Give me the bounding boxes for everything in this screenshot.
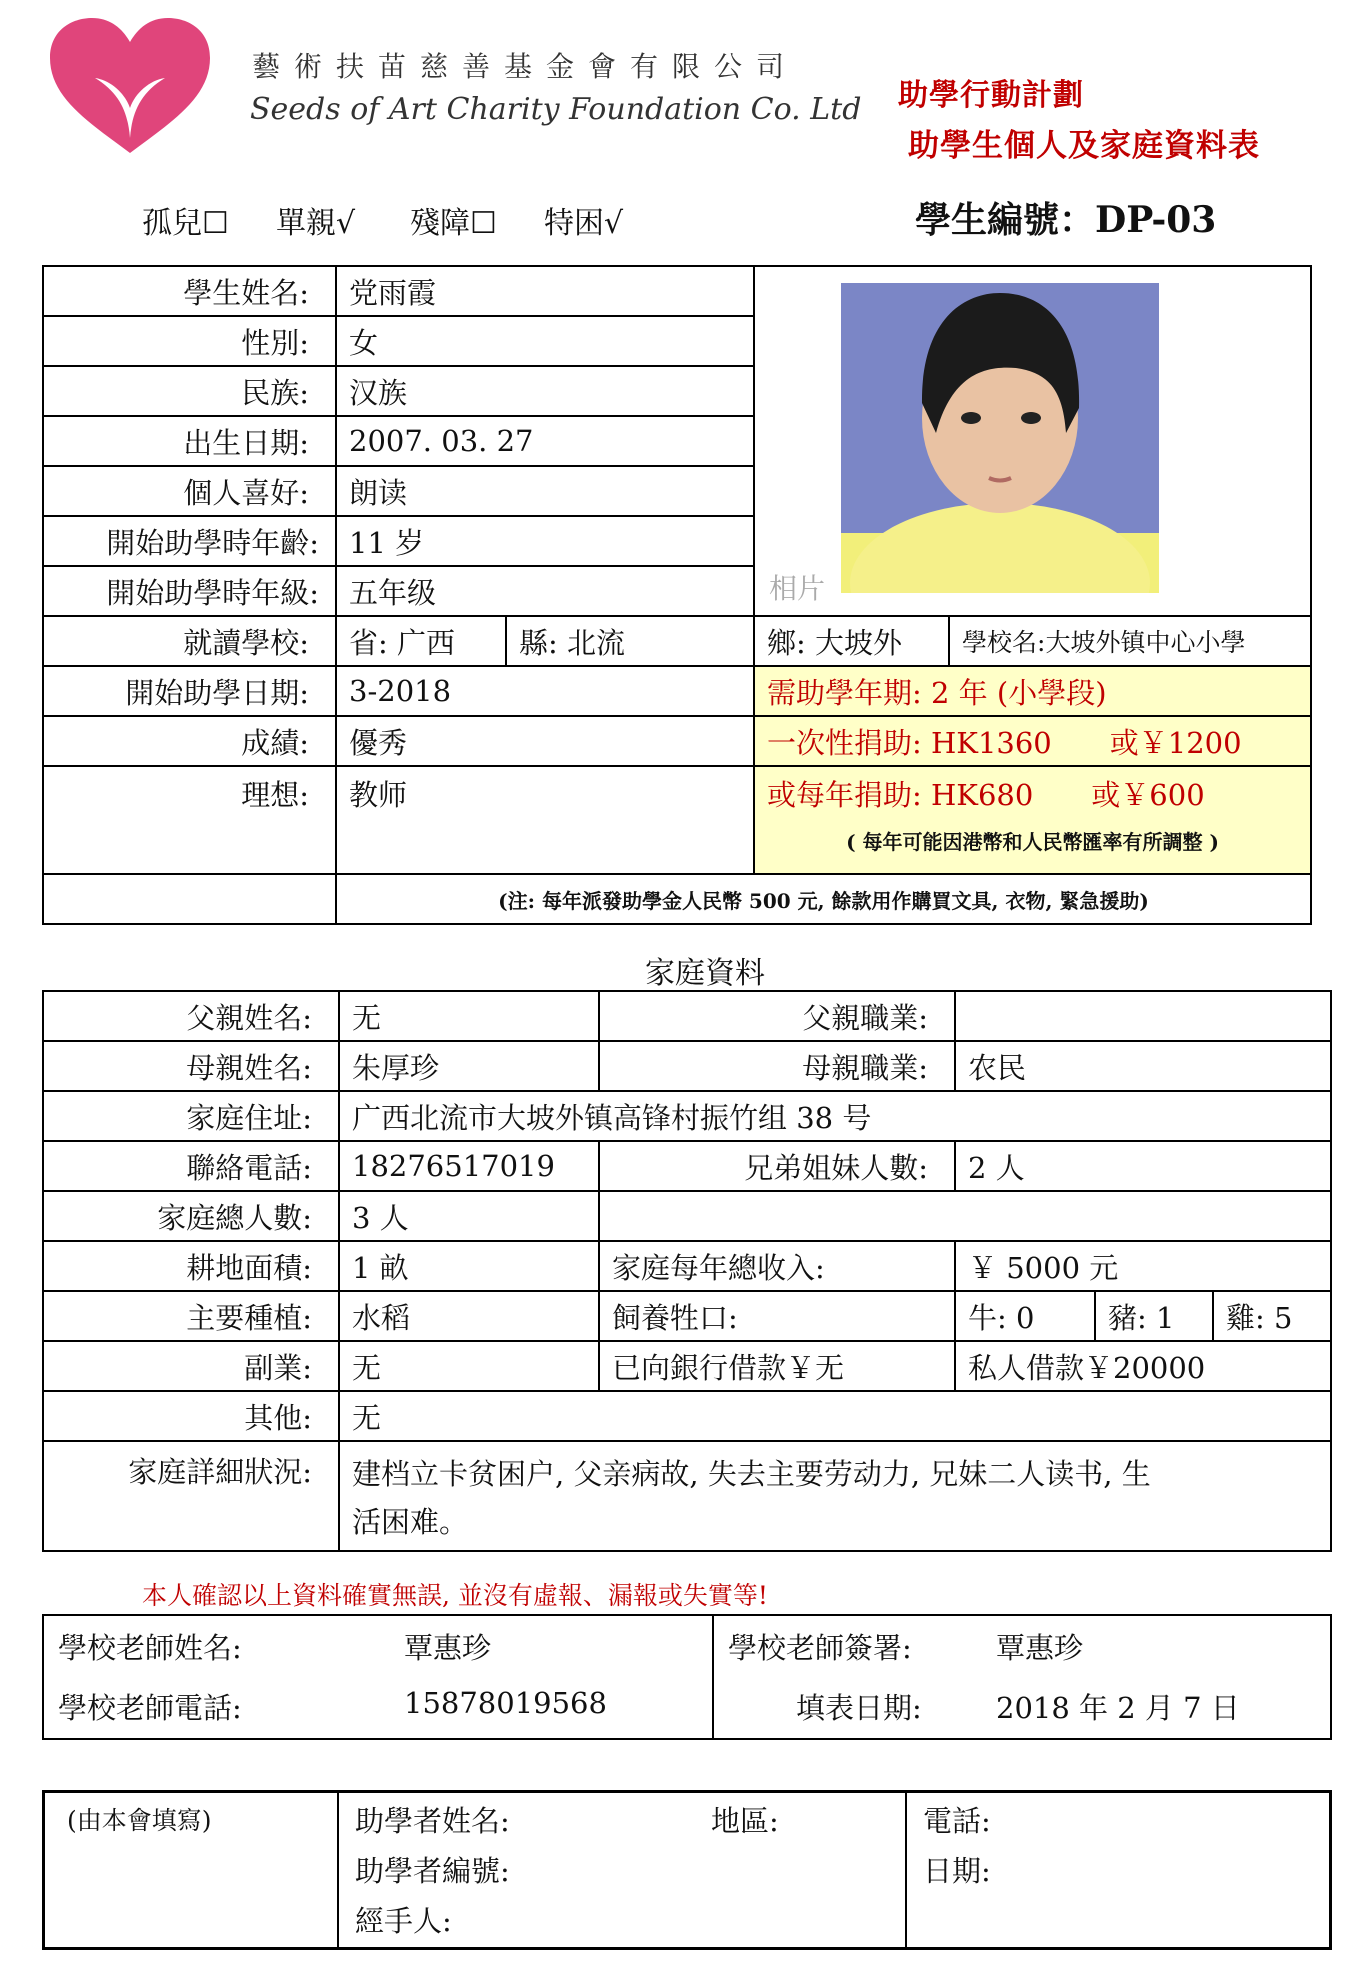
teacher-sign-label: 學校老師簽署: [728, 1631, 912, 1665]
mother-name-value: 朱厚珍 [339, 1041, 599, 1091]
cattle-value: 牛: 0 [955, 1291, 1095, 1341]
school-label: 就讀學校: [43, 616, 336, 666]
office-note: (由本會填寫) [67, 1806, 212, 1835]
address-value: 广西北流市大坡外镇高锋村振竹组 38 号 [339, 1091, 1331, 1141]
school-name-value: 學校名:大坡外镇中心小學 [949, 616, 1311, 666]
detail-line-2: 活困难。 [352, 1505, 469, 1539]
teacher-name-value: 覃惠珍 [404, 1631, 492, 1665]
status-disabled: 殘障☐ [410, 206, 497, 241]
student-number: 學生編號：DP-03 [915, 199, 1217, 241]
office-divider-1 [337, 1793, 339, 1947]
gender-value: 女 [336, 316, 754, 366]
confirm-statement: 本人確認以上資料確實無誤, 並沒有虛報、漏報或失實等! [142, 1581, 768, 1610]
private-loan: 私人借款￥20000 [955, 1341, 1331, 1391]
members-empty [599, 1191, 1331, 1241]
office-phone-label: 電話: [923, 1804, 991, 1838]
members-value: 3 人 [339, 1191, 599, 1241]
student-photo [841, 283, 1159, 593]
father-job-value [955, 991, 1331, 1041]
bank-loan: 已向銀行借款￥无 [599, 1341, 955, 1391]
gender-label: 性別: [43, 316, 336, 366]
county-value: 縣: 北流 [506, 616, 754, 666]
sponsor-name-label: 助學者姓名: [355, 1804, 510, 1838]
pig-value: 豬: 1 [1095, 1291, 1213, 1341]
grade-label: 開始助學時年級: [43, 566, 336, 616]
org-name-cn: 藝術扶苗慈善基金會有限公司 [252, 50, 799, 83]
province-value: 省: 广西 [336, 616, 506, 666]
mother-name-label: 母親姓名: [43, 1041, 339, 1091]
family-section-title: 家庭資料 [645, 956, 765, 991]
teacher-box [42, 1614, 1332, 1740]
status-single: 單親√ [276, 206, 356, 241]
members-label: 家庭總人數: [43, 1191, 339, 1241]
detail-label: 家庭詳細狀況: [43, 1441, 339, 1551]
siblings-value: 2 人 [955, 1141, 1331, 1191]
dob-value: 2007. 03. 27 [336, 416, 754, 466]
photo-cell [754, 266, 1311, 616]
crop-label: 主要種植: [43, 1291, 339, 1341]
income-label: 家庭每年總收入: [599, 1241, 955, 1291]
detail-line-1: 建档立卡贫困户, 父亲病故, 失去主要劳动力, 兄妹二人读书, 生 [352, 1457, 1151, 1491]
heart-logo-icon [50, 18, 210, 158]
org-name-en: Seeds of Art Charity Foundation Co. Ltd [250, 92, 862, 127]
fill-date-label: 填表日期: [796, 1691, 922, 1725]
status-orphan: 孤兒☐ [142, 206, 229, 241]
teacher-divider [712, 1616, 714, 1738]
teacher-name-label: 學校老師姓名: [58, 1631, 242, 1665]
fill-date-value: 2018 年 2 月 7 日 [996, 1691, 1240, 1725]
income-value: ￥ 5000 元 [955, 1241, 1331, 1291]
office-box [42, 1790, 1332, 1950]
start-value: 3-2018 [336, 666, 754, 716]
ideal-value: 教师 [336, 766, 754, 874]
land-value: 1 畝 [339, 1241, 599, 1291]
score-value: 優秀 [336, 716, 754, 766]
land-label: 耕地面積: [43, 1241, 339, 1291]
name-label: 學生姓名: [43, 266, 336, 316]
student-info-table [42, 265, 1312, 925]
father-name-value: 无 [339, 991, 599, 1041]
other-value: 无 [339, 1391, 1331, 1441]
other-label: 其他: [43, 1391, 339, 1441]
side-job-value: 无 [339, 1341, 599, 1391]
plan-title: 助學行動計劃 [898, 78, 1084, 113]
detail-cell [339, 1441, 1331, 1551]
phone-label: 聯絡電話: [43, 1141, 339, 1191]
grade-value: 五年级 [336, 566, 754, 616]
need-years: 需助學年期: 2 年 (小學段) [754, 666, 1311, 716]
yearly-donation-cell [754, 766, 1311, 874]
father-job-label: 父親職業: [599, 991, 955, 1041]
teacher-phone-value: 15878019568 [404, 1686, 607, 1720]
score-label: 成績: [43, 716, 336, 766]
one-time-donation: 一次性捐助: HK1360 或￥1200 [754, 716, 1311, 766]
mother-job-value: 农民 [955, 1041, 1331, 1091]
allowance-note: (注: 每年派發助學金人民幣 500 元, 餘款用作購買文具, 衣物, 緊急援助) [336, 874, 1311, 924]
hobby-value: 朗读 [336, 466, 754, 516]
teacher-sign-value: 覃惠珍 [996, 1631, 1084, 1665]
family-info-table [42, 990, 1332, 1552]
teacher-phone-label: 學校老師電話: [58, 1691, 242, 1725]
office-divider-2 [905, 1793, 907, 1947]
address-label: 家庭住址: [43, 1091, 339, 1141]
livestock-label: 飼養牲口: [599, 1291, 955, 1341]
siblings-label: 兄弟姐妹人數: [599, 1141, 955, 1191]
photo-label: 相片 [769, 572, 826, 605]
start-label: 開始助學日期: [43, 666, 336, 716]
hobby-label: 個人喜好: [43, 466, 336, 516]
dob-label: 出生日期: [43, 416, 336, 466]
form-title: 助學生個人及家庭資料表 [908, 128, 1260, 164]
ethnic-value: 汉族 [336, 366, 754, 416]
yearly-donation: 或每年捐助: HK680 或￥600 [767, 778, 1205, 812]
ethnic-label: 民族: [43, 366, 336, 416]
age-label: 開始助學時年齡: [43, 516, 336, 566]
ideal-label: 理想: [43, 766, 336, 874]
office-date-label: 日期: [923, 1854, 991, 1888]
mother-job-label: 母親職業: [599, 1041, 955, 1091]
note-empty-cell [43, 874, 336, 924]
sponsor-no-label: 助學者編號: [355, 1854, 510, 1888]
chicken-value: 雞: 5 [1213, 1291, 1331, 1341]
handler-label: 經手人: [355, 1904, 452, 1938]
rate-note: ( 每年可能因港幣和人民幣匯率有所調整 ) [846, 830, 1219, 854]
status-poor: 特困√ [544, 206, 624, 241]
phone-value: 18276517019 [339, 1141, 599, 1191]
crop-value: 水稻 [339, 1291, 599, 1341]
side-job-label: 副業: [43, 1341, 339, 1391]
region-label: 地區: [711, 1804, 779, 1838]
father-name-label: 父親姓名: [43, 991, 339, 1041]
town-value: 鄉: 大坡外 [754, 616, 949, 666]
age-value: 11 岁 [336, 516, 754, 566]
name-value: 党雨霞 [336, 266, 754, 316]
